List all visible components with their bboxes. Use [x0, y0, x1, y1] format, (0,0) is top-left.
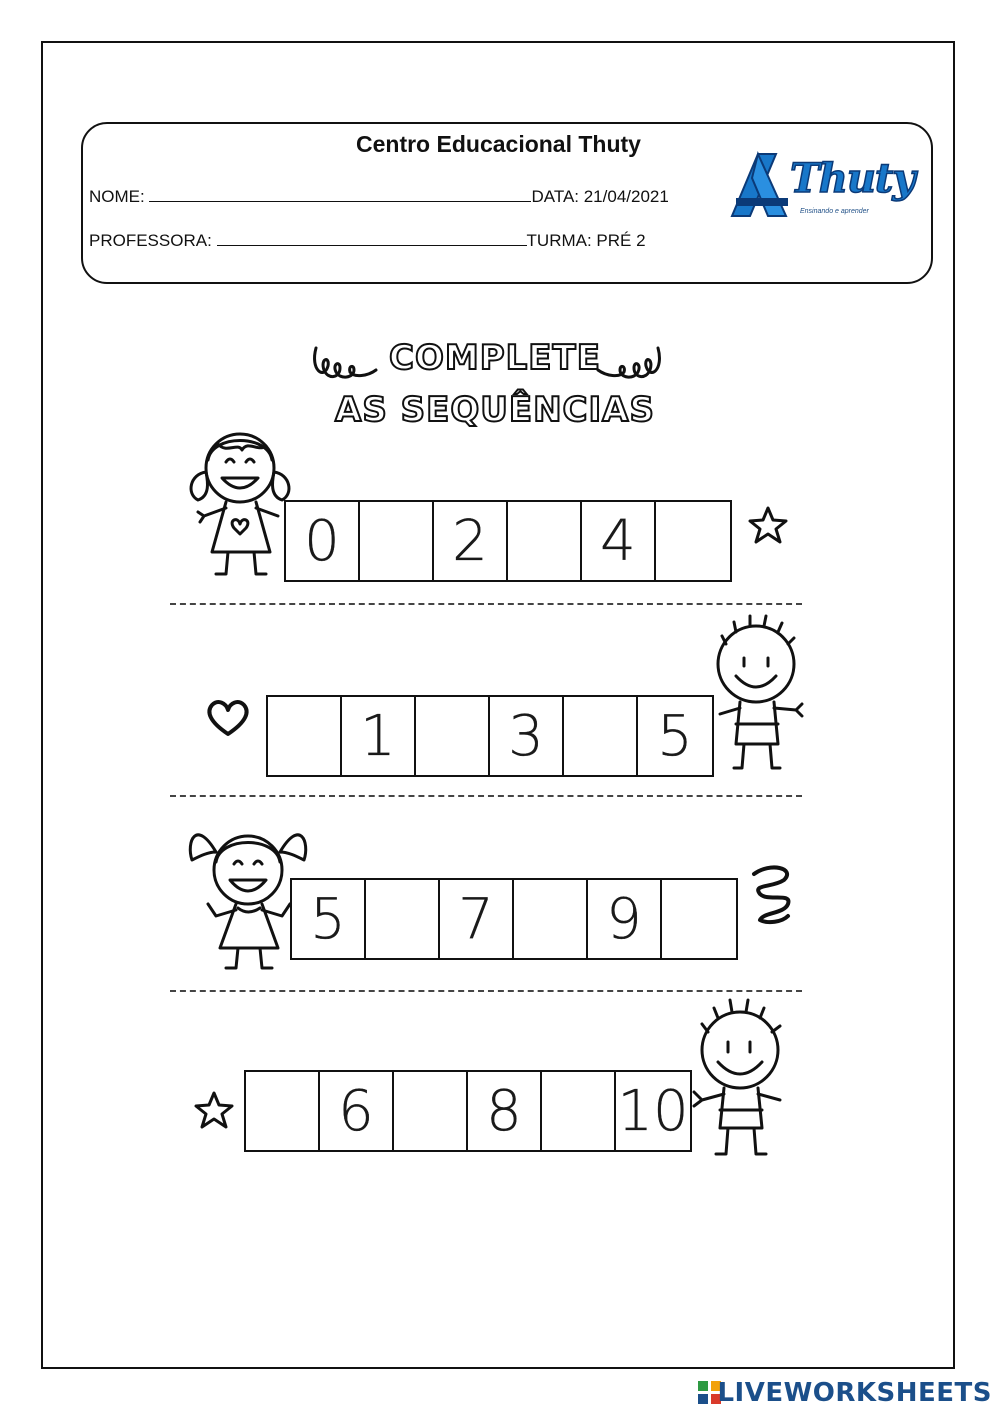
sequence-row-2 [266, 695, 714, 777]
sequence-blank-cell[interactable] [366, 880, 440, 958]
sequence-blank-cell[interactable] [268, 697, 342, 775]
school-name: Centro Educacional Thuty [356, 131, 641, 157]
sequence-cell: 5 [292, 880, 366, 958]
title-line-2: AS SEQUÊNCIAS [335, 390, 655, 430]
curl-icon [744, 862, 800, 926]
sequence-blank-cell[interactable] [542, 1072, 616, 1150]
sequence-cell: 2 [434, 502, 508, 580]
professora-line [89, 229, 646, 251]
professora-field[interactable] [217, 229, 527, 246]
sequence-cell: 6 [320, 1072, 394, 1150]
nome-line [89, 185, 669, 207]
turma-label: TURMA: PRÉ 2 [526, 231, 646, 250]
sequence-cell: 1 [342, 697, 416, 775]
dashed-divider [170, 603, 802, 605]
sequence-row-3 [290, 878, 738, 960]
sequence-blank-cell[interactable] [416, 697, 490, 775]
sequence-blank-cell[interactable] [394, 1072, 468, 1150]
boy-icon [706, 614, 806, 778]
professora-label: PROFESSORA: [89, 231, 212, 250]
star-icon [194, 1090, 234, 1130]
sequence-blank-cell[interactable] [508, 502, 582, 580]
nome-field[interactable] [149, 185, 531, 202]
sequence-blank-cell[interactable] [514, 880, 588, 958]
liveworksheets-brand: LIVEWORKSHEETS [717, 1378, 992, 1408]
heart-icon [204, 698, 252, 738]
boy-icon [684, 996, 796, 1164]
dashed-divider [170, 990, 802, 992]
logo-text: Thuty [790, 155, 915, 202]
sequence-cell: 7 [440, 880, 514, 958]
data-label: DATA: 21/04/2021 [531, 187, 669, 206]
nome-label: NOME: [89, 187, 145, 206]
sequence-blank-cell[interactable] [246, 1072, 320, 1150]
sequence-cell: 5 [657, 703, 693, 769]
sequence-cell: 4 [582, 502, 656, 580]
sequence-row-1 [284, 500, 732, 582]
sequence-cell: 8 [468, 1072, 542, 1150]
sequence-blank-cell[interactable] [662, 880, 736, 958]
sequence-cell: 3 [490, 697, 564, 775]
dashed-divider [170, 795, 802, 797]
sequence-blank-cell[interactable] [564, 697, 638, 775]
title-line-1: COMPLETE [389, 338, 601, 378]
sequence-cell: 9 [588, 880, 662, 958]
sequence-blank-cell[interactable] [360, 502, 434, 580]
star-icon [748, 505, 788, 545]
sequence-blank-cell[interactable] [656, 502, 730, 580]
sequence-cell: 0 [286, 502, 360, 580]
sequence-cell: 10 [617, 1078, 689, 1144]
sequence-row-4 [244, 1070, 692, 1152]
logo-tagline: Ensinando e aprender [800, 208, 869, 215]
